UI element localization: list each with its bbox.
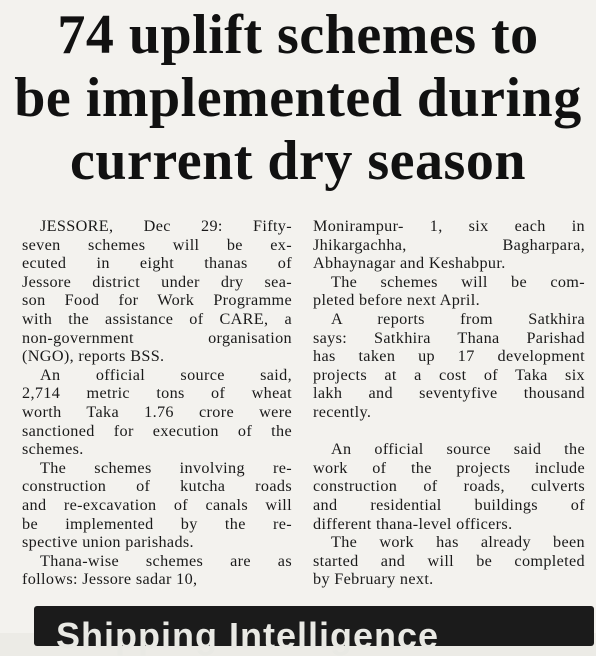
headline-line-3: current dry season (70, 130, 526, 192)
article-line: pleted before next April. (313, 291, 480, 310)
article-line: Jhikargachha, Bagharpara, (313, 235, 585, 254)
article-line: with the assistance of CARE, a (22, 309, 292, 328)
article-column-left (22, 217, 292, 589)
article-line: and re-excavation of canals will (22, 495, 292, 514)
article-line: (NGO), reports BSS. (22, 347, 165, 366)
article-line: recently. (313, 402, 372, 421)
article-line: has taken up 17 development (313, 347, 585, 366)
article-line: schemes. (22, 440, 84, 459)
article-column-right (313, 217, 585, 589)
article-line: An official source said, (40, 365, 292, 384)
banner-heading: Shipping Intelligence (56, 615, 440, 656)
article-line: spective union parishads. (22, 533, 194, 552)
article-line: and residential buildings of (313, 495, 585, 514)
article-line (313, 422, 585, 441)
article-line: non-government organisation (22, 328, 292, 347)
article-line: lakh and seventyfive thousand (313, 384, 585, 403)
article-line: seven schemes will be ex- (22, 235, 292, 254)
article-line: ecuted in eight thanas of (22, 254, 292, 273)
article-line: work of the projects include (313, 458, 585, 477)
next-article-banner (34, 606, 594, 656)
headline-line-2: be implemented during (14, 67, 582, 129)
article-line: Thana-wise schemes are as (40, 551, 292, 570)
article-line: be implemented by the re- (22, 514, 292, 533)
headline-line-1: 74 uplift schemes to (57, 4, 539, 66)
article-line: Monirampur- 1, six each in (313, 217, 585, 235)
article-line: Jessore district under dry sea- (22, 272, 292, 291)
article-line: started and will be completed (313, 551, 585, 570)
article-line: construction of kutcha roads (22, 477, 292, 496)
article-line: 2,714 metric tons of wheat (22, 384, 292, 403)
article-line: follows: Jessore sadar 10, (22, 570, 198, 589)
article-line: sanctioned for execution of the (22, 421, 292, 440)
article-line: The work has already been (331, 533, 585, 552)
article-line: son Food for Work Programme (22, 291, 292, 310)
article-line: worth Taka 1.76 crore were (22, 402, 292, 421)
article-line: construction of roads, culverts (313, 477, 585, 496)
article-line: An official source said the (331, 440, 585, 459)
headline (0, 4, 596, 193)
article-line: says: Satkhira Thana Parishad (313, 328, 585, 347)
article-line: Abhaynagar and Keshabpur. (313, 254, 506, 273)
article-line: JESSORE, Dec 29: Fifty- (40, 217, 292, 235)
article-line: A reports from Satkhira (331, 309, 585, 328)
article-line: The schemes involving re- (40, 458, 292, 477)
article-line: The schemes will be com- (331, 272, 585, 291)
article-line: by February next. (313, 570, 434, 589)
article-line: different thana-level officers. (313, 514, 513, 533)
article-line: projects at a cost of Taka six (313, 365, 585, 384)
